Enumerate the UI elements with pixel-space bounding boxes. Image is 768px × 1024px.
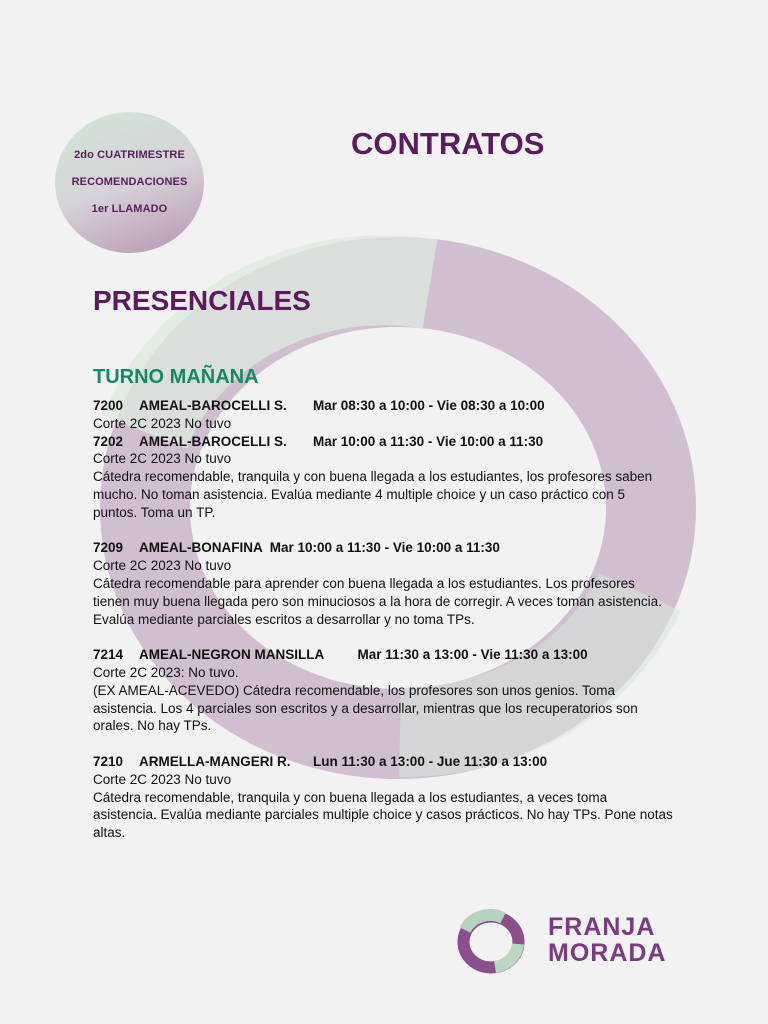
course-code: 7202 — [93, 433, 124, 449]
course-entry — [93, 753, 673, 842]
section-title: PRESENCIALES — [93, 285, 311, 316]
course-professors: ARMELLA-MANGERI R. — [139, 753, 291, 769]
course-code: 7210 — [93, 753, 124, 769]
course-note: Corte 2C 2023 No tuvo — [93, 451, 232, 467]
course-header — [93, 539, 673, 557]
course-description: Cátedra recomendable, tranquila y con buena llegada a los estudiantes, a veces toma asistencia. Evalúa mediante parciales multiple choice y casos prácticos. No hay TPs. Pone notas altas. — [93, 789, 673, 841]
course-header — [93, 753, 673, 771]
course-note: Corte 2C 2023 No tuvo — [93, 415, 232, 431]
course-code: 7214 — [93, 647, 124, 663]
badge-line-recommendations: RECOMENDACIONES — [71, 176, 188, 188]
page-title: CONTRATOS — [351, 126, 545, 161]
course-professors: AMEAL-NEGRON MANSILLA — [139, 647, 324, 663]
course-entry — [93, 397, 673, 433]
course-schedule: Mar 10:00 a 11:30 - Vie 10:00 a 11:30 — [313, 433, 544, 449]
course-entry — [93, 646, 673, 735]
course-header — [93, 646, 673, 664]
brand-line-franja: FRANJA — [548, 913, 656, 941]
course-description: Cátedra recomendable para aprender con buena llegada a los estudiantes. Los profesores tienen muy buena llegada pero son minuciosos a la hora de corregir. A veces toman asistencia. Evalúa mediante parciales escritos a desarrollar y no toma TPs. — [93, 575, 662, 627]
course-schedule: Mar 08:30 a 10:00 - Vie 08:30 a 10:00 — [313, 398, 545, 413]
course-note: Corte 2C 2023 No tuvo — [93, 558, 232, 574]
course-note: Corte 2C 2023 No tuvo — [93, 771, 232, 787]
course-entry — [93, 539, 673, 628]
course-schedule: Mar 11:30 a 13:00 - Vie 11:30 a 13:00 — [357, 647, 588, 663]
brand-wordmark — [548, 914, 667, 966]
course-code: 7200 — [93, 398, 124, 413]
semester-badge — [55, 112, 204, 253]
badge-line-semester: 2do CUATRIMESTRE — [74, 149, 185, 161]
course-header — [93, 433, 673, 451]
course-professors: AMEAL-BAROCELLI S. — [139, 433, 287, 449]
badge-line-call: 1er LLAMADO — [91, 203, 168, 215]
brand-line-morada: MORADA — [548, 939, 667, 967]
course-note: Corte 2C 2023: No tuvo. — [93, 664, 239, 680]
course-header — [93, 397, 673, 415]
course-list — [93, 397, 673, 860]
course-code: 7209 — [93, 540, 124, 556]
course-professors: AMEAL-BONAFINA — [139, 540, 263, 556]
ring-logo-icon — [455, 908, 527, 976]
course-entry — [93, 433, 673, 522]
course-schedule: Mar 10:00 a 11:30 - Vie 10:00 a 11:30 — [269, 540, 500, 556]
shift-heading: TURNO MAÑANA — [93, 366, 259, 388]
course-schedule: Lun 11:30 a 13:00 - Jue 11:30 a 13:00 — [313, 753, 548, 769]
course-description: (EX AMEAL-ACEVEDO) Cátedra recomendable, los profesores son unos genios. Toma asistencia. Los 4 parciales son escritos y a desarrollar, mientras que los recuperatorios son orales. No hay TPs. — [93, 682, 638, 734]
course-description: Cátedra recomendable, tranquila y con buena llegada a los estudiantes, los profesores saben mucho. No toman asistencia. Evalúa mediante 4 multiple choice y un caso práctico con 5 puntos. Toma un TP. — [93, 469, 653, 520]
course-professors: AMEAL-BAROCELLI S. — [139, 398, 287, 413]
